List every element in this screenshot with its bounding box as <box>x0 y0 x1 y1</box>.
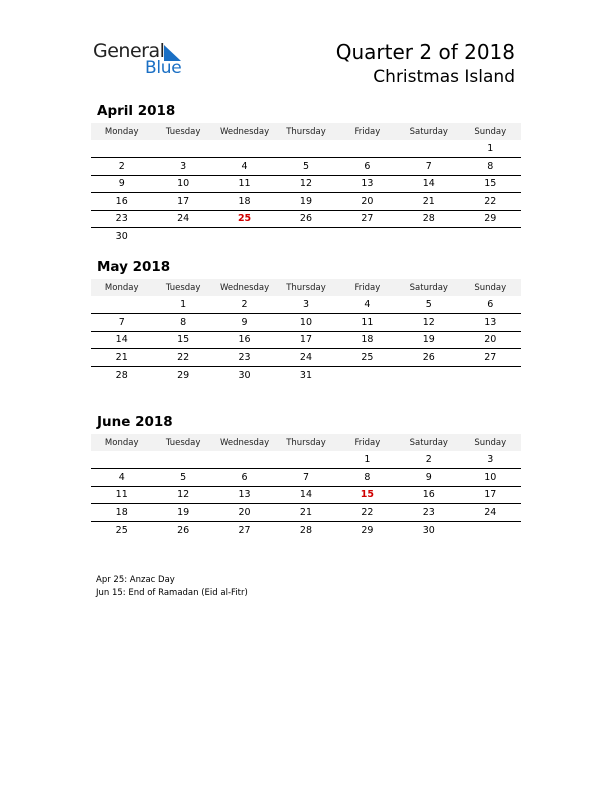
day-cell: 5 <box>275 158 336 176</box>
day-cell: 4 <box>337 296 398 314</box>
day-cell: 23 <box>214 349 275 367</box>
day-cell: 22 <box>152 349 213 367</box>
day-cell: 13 <box>337 175 398 193</box>
empty-day-cell <box>275 228 336 246</box>
empty-day-cell <box>91 296 152 314</box>
week-row <box>91 228 521 246</box>
month-june <box>91 414 521 539</box>
day-cell: 28 <box>398 210 459 228</box>
day-cell: 18 <box>214 193 275 211</box>
day-cell: 11 <box>337 314 398 332</box>
empty-day-cell <box>398 140 459 158</box>
calendar-table <box>91 434 521 539</box>
weekday-header: Thursday <box>275 279 336 296</box>
weekday-header: Friday <box>337 123 398 140</box>
week-row <box>91 366 521 384</box>
day-cell: 14 <box>275 486 336 504</box>
week-row <box>91 314 521 332</box>
weekday-header: Thursday <box>275 123 336 140</box>
day-cell: 21 <box>398 193 459 211</box>
day-cell: 1 <box>460 140 521 158</box>
weekday-header: Sunday <box>460 123 521 140</box>
weekday-header: Saturday <box>398 279 459 296</box>
weekday-header: Sunday <box>460 279 521 296</box>
day-cell: 19 <box>398 331 459 349</box>
day-cell: 2 <box>214 296 275 314</box>
empty-day-cell <box>337 140 398 158</box>
week-row <box>91 486 521 504</box>
day-cell: 8 <box>337 469 398 487</box>
day-cell: 27 <box>337 210 398 228</box>
empty-day-cell <box>91 451 152 469</box>
day-cell: 24 <box>275 349 336 367</box>
day-cell: 15 <box>152 331 213 349</box>
calendar-table <box>91 279 521 384</box>
day-cell: 30 <box>115 231 128 242</box>
day-cell: 28 <box>115 369 128 381</box>
day-cell: 22 <box>337 504 398 522</box>
day-cell: 10 <box>152 175 213 193</box>
day-cell: 31 <box>299 369 313 381</box>
day-cell: 7 <box>275 469 336 487</box>
logo-general-text: General <box>93 40 165 62</box>
weekday-header: Saturday <box>398 123 459 140</box>
day-cell: 16 <box>398 486 459 504</box>
day-cell: 29 <box>177 369 190 381</box>
weekday-header: Tuesday <box>152 123 213 140</box>
empty-day-cell <box>460 228 521 246</box>
day-cell: 20 <box>460 331 521 349</box>
day-cell: 3 <box>460 451 521 469</box>
empty-day-cell <box>337 366 398 384</box>
day-cell: 2 <box>91 158 152 176</box>
day-cell: 8 <box>152 314 213 332</box>
calendar-table <box>91 123 521 245</box>
empty-day-cell <box>275 451 336 469</box>
week-row <box>91 158 521 176</box>
weekday-header: Thursday <box>275 434 336 451</box>
day-cell: 17 <box>152 193 213 211</box>
empty-day-cell <box>214 451 275 469</box>
empty-day-cell <box>398 366 459 384</box>
day-cell: 8 <box>460 158 521 176</box>
holiday-note: Jun 15: End of Ramadan (Eid al-Fitr) <box>96 588 248 598</box>
day-cell: 6 <box>460 296 521 314</box>
week-row <box>91 451 521 469</box>
day-cell: 20 <box>214 504 275 522</box>
week-row <box>91 175 521 193</box>
day-cell: 18 <box>337 331 398 349</box>
day-cell: 3 <box>152 158 213 176</box>
day-cell: 21 <box>91 349 152 367</box>
empty-day-cell <box>152 140 213 158</box>
week-row <box>91 210 521 228</box>
weekday-header: Wednesday <box>214 434 275 451</box>
day-cell: 29 <box>460 210 521 228</box>
day-cell: 9 <box>91 175 152 193</box>
empty-day-cell <box>337 228 398 246</box>
day-cell: 25 <box>115 524 128 536</box>
empty-day-cell <box>460 521 521 539</box>
day-cell: 15 <box>337 486 398 504</box>
day-cell: 20 <box>337 193 398 211</box>
day-cell: 14 <box>91 331 152 349</box>
weekday-header: Sunday <box>460 434 521 451</box>
day-cell: 6 <box>214 469 275 487</box>
empty-day-cell <box>152 451 213 469</box>
week-row <box>91 140 521 158</box>
holiday-note: Apr 25: Anzac Day <box>96 575 175 585</box>
week-row <box>91 504 521 522</box>
day-cell: 4 <box>214 158 275 176</box>
empty-day-cell <box>214 228 275 246</box>
empty-day-cell <box>460 366 521 384</box>
month-april <box>91 103 521 245</box>
empty-day-cell <box>275 140 336 158</box>
day-cell: 25 <box>214 210 275 228</box>
weekday-header: Tuesday <box>152 279 213 296</box>
day-cell: 25 <box>337 349 398 367</box>
day-cell: 7 <box>91 314 152 332</box>
day-cell: 13 <box>214 486 275 504</box>
weekday-header: Friday <box>337 279 398 296</box>
day-cell: 16 <box>91 193 152 211</box>
day-cell: 18 <box>91 504 152 522</box>
month-title: April 2018 <box>97 103 176 119</box>
page-title: Quarter 2 of 2018 <box>335 40 515 64</box>
day-cell: 11 <box>214 175 275 193</box>
weekday-header: Wednesday <box>214 279 275 296</box>
month-title: May 2018 <box>97 259 171 275</box>
day-cell: 28 <box>299 524 313 536</box>
week-row <box>91 521 521 539</box>
day-cell: 23 <box>91 210 152 228</box>
logo-blue-text: Blue <box>145 58 182 78</box>
empty-day-cell <box>214 140 275 158</box>
day-cell: 26 <box>275 210 336 228</box>
empty-day-cell <box>152 228 213 246</box>
day-cell: 3 <box>275 296 336 314</box>
week-row <box>91 349 521 367</box>
day-cell: 14 <box>398 175 459 193</box>
day-cell: 13 <box>460 314 521 332</box>
day-cell: 1 <box>152 296 213 314</box>
empty-day-cell <box>91 140 152 158</box>
day-cell: 27 <box>238 524 251 536</box>
day-cell: 27 <box>460 349 521 367</box>
day-cell: 22 <box>460 193 521 211</box>
empty-day-cell <box>398 228 459 246</box>
day-cell: 5 <box>398 296 459 314</box>
day-cell: 17 <box>275 331 336 349</box>
weekday-header: Monday <box>91 434 152 451</box>
day-cell: 12 <box>398 314 459 332</box>
day-cell: 26 <box>398 349 459 367</box>
day-cell: 19 <box>152 504 213 522</box>
day-cell: 1 <box>337 451 398 469</box>
day-cell: 12 <box>275 175 336 193</box>
page-subtitle: Christmas Island <box>373 67 515 87</box>
day-cell: 17 <box>460 486 521 504</box>
weekday-header: Monday <box>91 123 152 140</box>
month-title: June 2018 <box>97 414 173 430</box>
day-cell: 6 <box>337 158 398 176</box>
day-cell: 11 <box>91 486 152 504</box>
day-cell: 26 <box>177 524 190 536</box>
day-cell: 16 <box>214 331 275 349</box>
day-cell: 10 <box>275 314 336 332</box>
month-may <box>91 259 521 384</box>
day-cell: 5 <box>152 469 213 487</box>
day-cell: 9 <box>214 314 275 332</box>
week-row <box>91 331 521 349</box>
day-cell: 29 <box>361 524 374 536</box>
weekday-header: Saturday <box>398 434 459 451</box>
day-cell: 7 <box>398 158 459 176</box>
week-row <box>91 469 521 487</box>
week-row <box>91 296 521 314</box>
day-cell: 19 <box>275 193 336 211</box>
day-cell: 21 <box>275 504 336 522</box>
day-cell: 2 <box>398 451 459 469</box>
holiday-notes <box>96 574 248 600</box>
day-cell: 9 <box>398 469 459 487</box>
day-cell: 24 <box>152 210 213 228</box>
day-cell: 10 <box>460 469 521 487</box>
day-cell: 23 <box>398 504 459 522</box>
weekday-header: Wednesday <box>214 123 275 140</box>
week-row <box>91 193 521 211</box>
day-cell: 24 <box>460 504 521 522</box>
logo <box>93 40 193 80</box>
day-cell: 4 <box>91 469 152 487</box>
weekday-header: Friday <box>337 434 398 451</box>
day-cell: 30 <box>422 524 435 536</box>
day-cell: 30 <box>238 369 251 381</box>
weekday-header: Monday <box>91 279 152 296</box>
day-cell: 15 <box>460 175 521 193</box>
weekday-header: Tuesday <box>152 434 213 451</box>
day-cell: 12 <box>152 486 213 504</box>
